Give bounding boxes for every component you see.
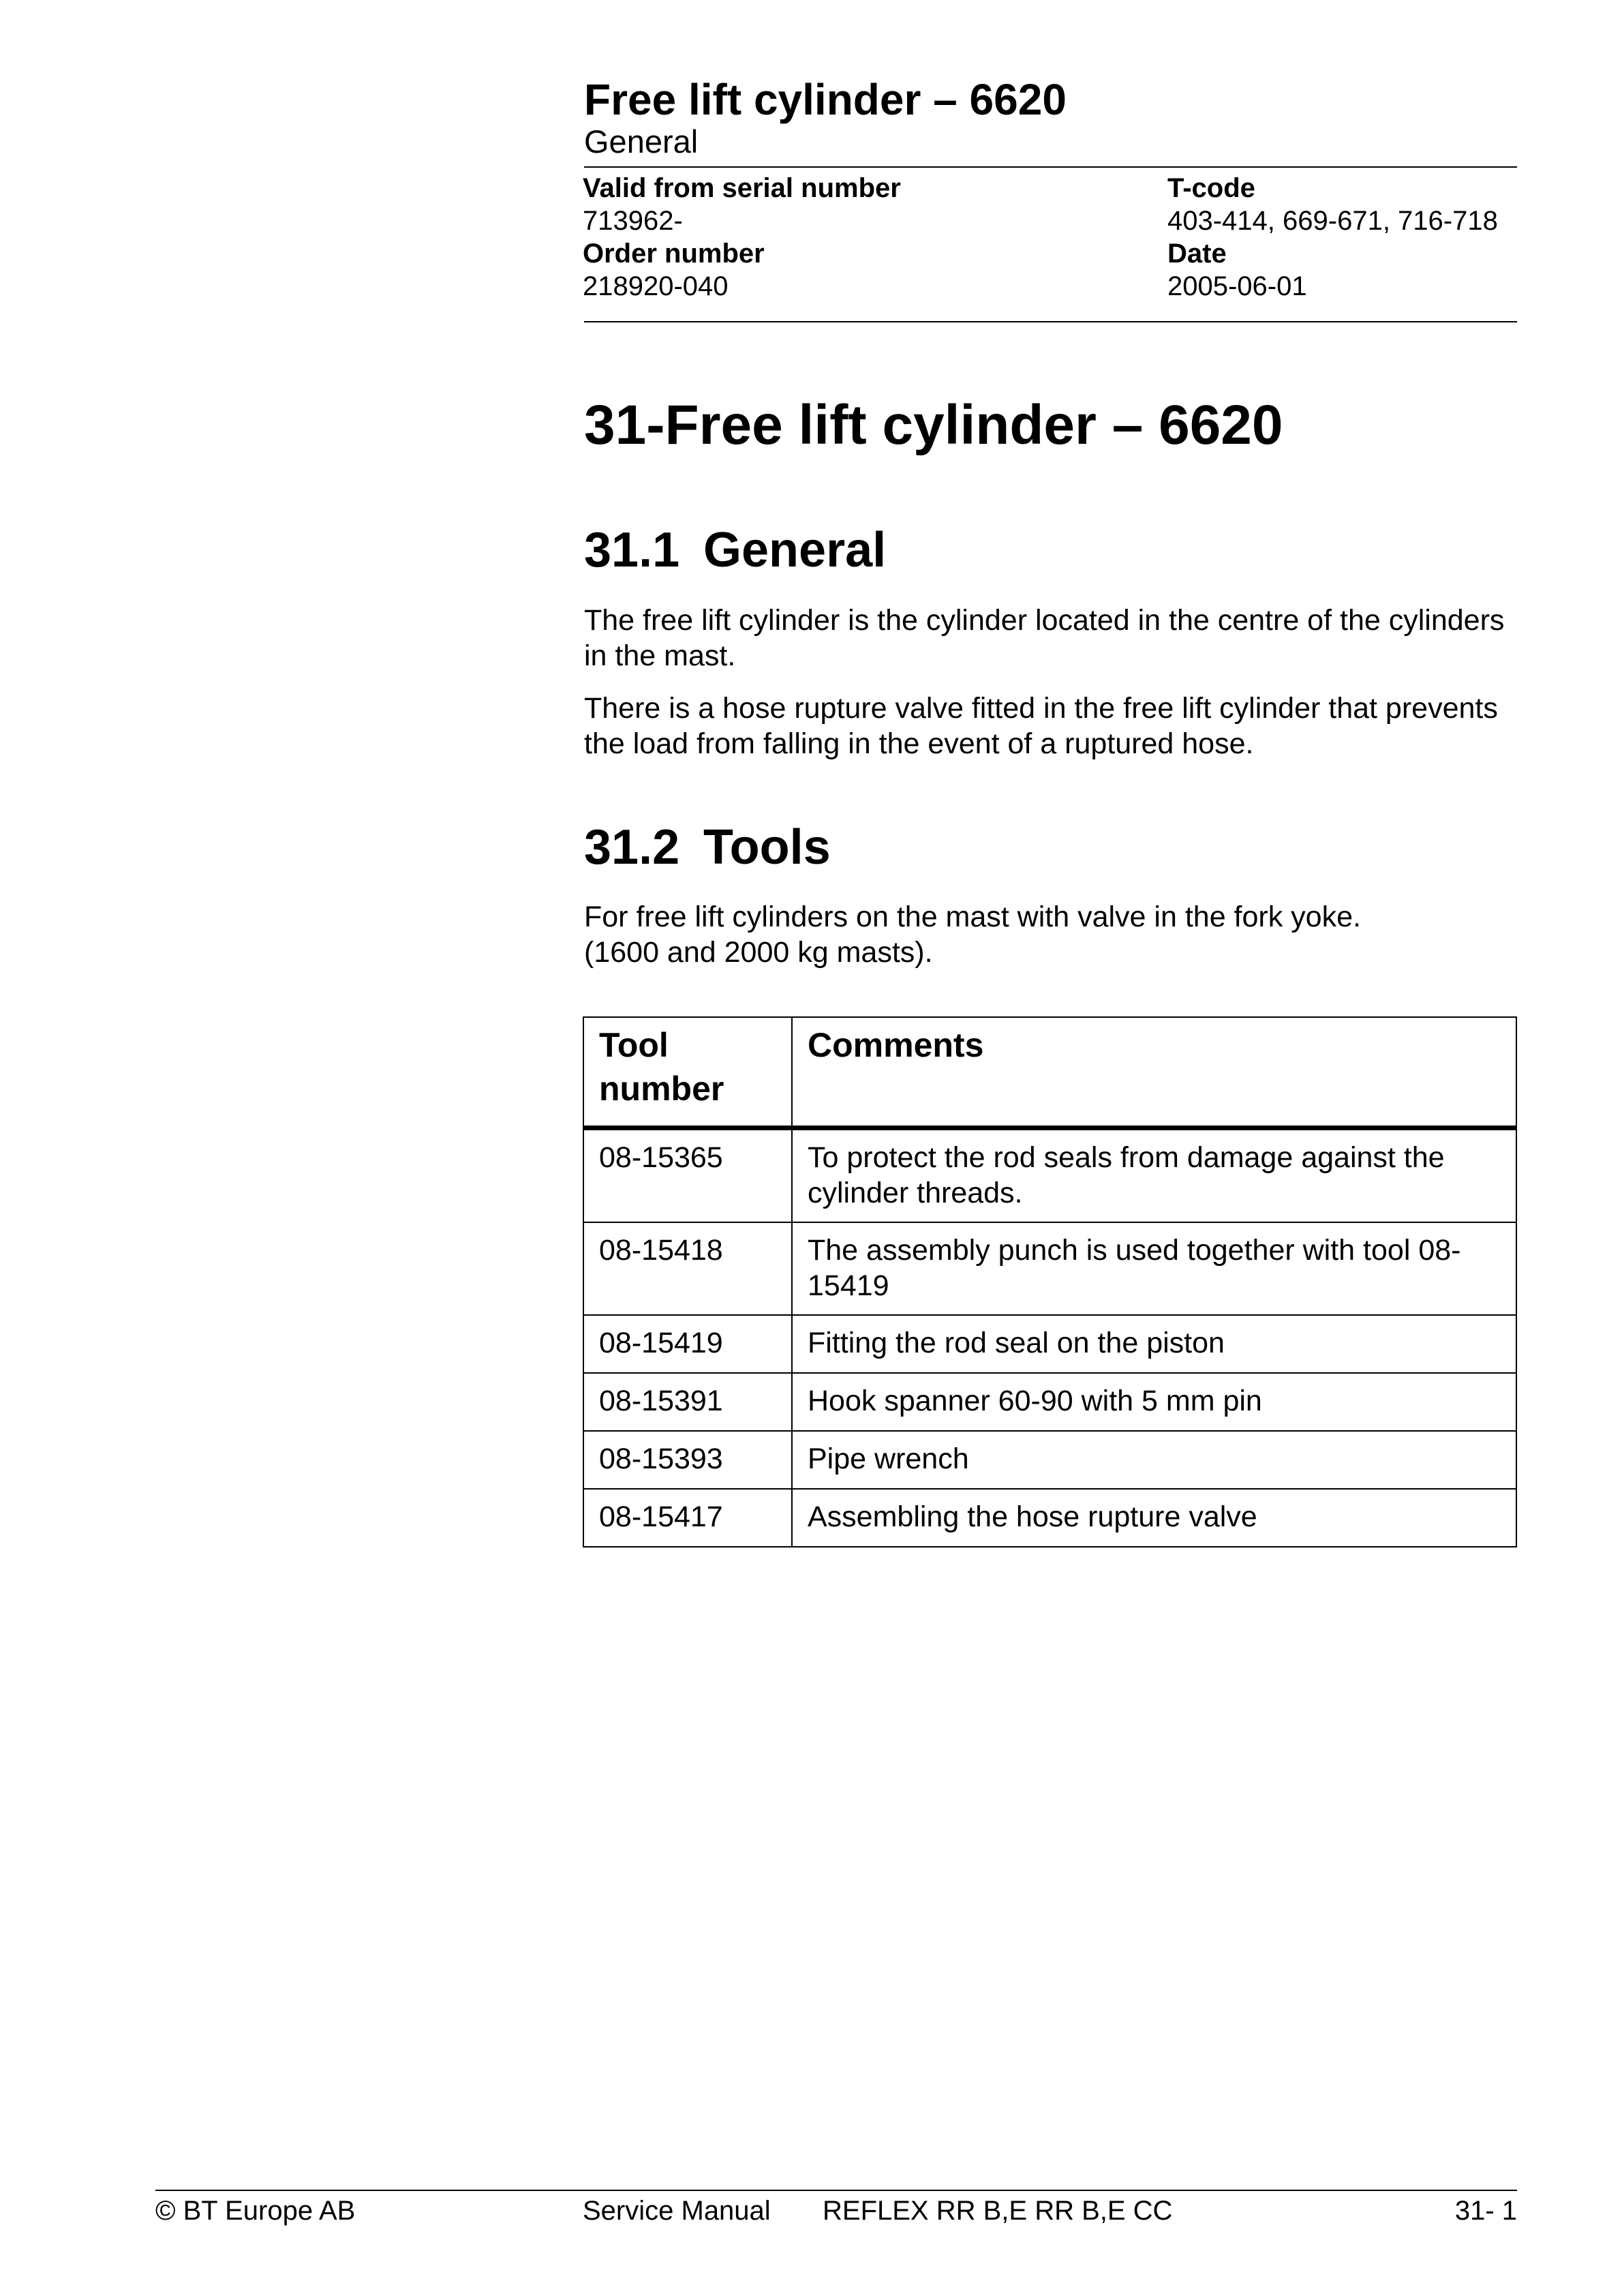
table-header-row <box>583 1017 1516 1128</box>
document-title: Free lift cylinder – 6620 <box>584 75 1067 124</box>
footer-copyright: © BT Europe AB <box>155 2196 356 2226</box>
table-row <box>583 1222 1516 1315</box>
table-row <box>583 1373 1516 1431</box>
tcode-value: 403-414, 669-671, 716-718 <box>1167 206 1498 236</box>
serial-label: Valid from serial number <box>583 173 901 203</box>
section-heading-general <box>584 519 886 581</box>
section-number: 31.2 <box>584 820 680 875</box>
order-value: 218920-040 <box>583 271 729 301</box>
chapter-title: 31-Free lift cylinder – 6620 <box>584 394 1283 456</box>
comment-cell: The assembly punch is used together with tool 08-15419 <box>792 1222 1516 1315</box>
paragraph: The free lift cylinder is the cylinder located in the centre of the cylinders in the mast. <box>584 604 1505 672</box>
comment-cell: Assembling the hose rupture valve <box>792 1489 1516 1547</box>
tool-number-cell: 08-15419 <box>583 1315 792 1373</box>
serial-value: 713962- <box>583 206 683 236</box>
header-rule-bottom <box>584 321 1517 322</box>
table-row <box>583 1489 1516 1547</box>
comment-cell: Hook spanner 60-90 with 5 mm pin <box>792 1373 1516 1431</box>
tool-number-cell: 08-15365 <box>583 1128 792 1222</box>
table-row <box>583 1431 1516 1489</box>
tcode-label: T-code <box>1167 173 1255 203</box>
column-header-comments: Comments <box>792 1017 1516 1128</box>
tool-number-cell: 08-15391 <box>583 1373 792 1431</box>
paragraph: (1600 and 2000 kg masts). <box>584 936 933 969</box>
date-value: 2005-06-01 <box>1167 271 1307 301</box>
document-subtitle: General <box>584 123 699 160</box>
order-label: Order number <box>583 239 765 269</box>
paragraph: For free lift cylinders on the mast with valve in the fork yoke. <box>584 901 1361 933</box>
section-number: 31.1 <box>584 523 680 577</box>
footer-page-number: 31- 1 <box>1454 2196 1517 2226</box>
section-title: Tools <box>703 820 831 875</box>
tool-number-cell: 08-15417 <box>583 1489 792 1547</box>
paragraph: There is a hose rupture valve fitted in the free lift cylinder that prevents the load from falling in the event of a ruptured hose. <box>584 692 1498 760</box>
column-header-tool-number: Tool number <box>583 1017 792 1128</box>
footer-manual: Service Manual <box>583 2196 771 2226</box>
footer-rule <box>155 2190 1517 2191</box>
table-row <box>583 1315 1516 1373</box>
date-label: Date <box>1167 239 1227 269</box>
tools-table <box>583 1016 1517 1547</box>
comment-cell: Fitting the rod seal on the piston <box>792 1315 1516 1373</box>
comment-cell: Pipe wrench <box>792 1431 1516 1489</box>
footer-model: REFLEX RR B,E RR B,E CC <box>823 2196 1173 2226</box>
tool-number-cell: 08-15418 <box>583 1222 792 1315</box>
comment-cell: To protect the rod seals from damage against the cylinder threads. <box>792 1128 1516 1222</box>
tool-number-cell: 08-15393 <box>583 1431 792 1489</box>
section-heading-tools <box>584 817 831 878</box>
table-row <box>583 1128 1516 1222</box>
section-title: General <box>703 523 887 577</box>
header-rule-top <box>584 166 1517 168</box>
